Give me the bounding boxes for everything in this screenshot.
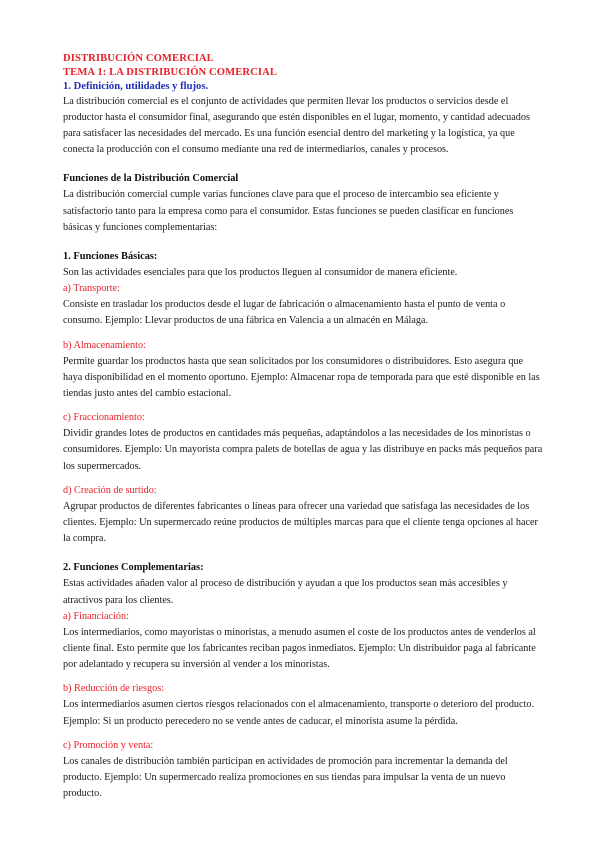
- document-title: DISTRIBUCIÓN COMERCIAL: [63, 53, 214, 64]
- complementary-functions-heading: 2. Funciones Complementarias:: [63, 562, 204, 574]
- item-label-fraccionamiento: c) Fraccionamiento:: [63, 412, 145, 424]
- item-label-surtido: d) Creación de surtido:: [63, 484, 157, 496]
- item-label-riesgos: b) Reducción de riesgos:: [63, 683, 164, 695]
- section-heading-definition: 1. Definición, utilidades y flujos.: [63, 81, 209, 92]
- item-label-financiacion: a) Financiación:: [63, 610, 129, 622]
- item-text-surtido: Agrupar productos de diferentes fabricantes o líneas para ofrecer una variedad que satisfaga las necesidades de los clientes. Ejemplo: Un supermercado reúne productos de múltiples marcas para que el cliente tenga opciones al hacer la compra.: [63, 500, 538, 545]
- complementary-functions-intro: Estas actividades añaden valor al proceso de distribución y ayudan a que los productos sean más accesibles y atractivos para los clientes.: [63, 578, 508, 606]
- functions-paragraph: La distribución comercial cumple varias funciones clave para que el proceso de intercambio sea eficiente y satisfactorio tanto para la empresa como para el consumidor. Estas funciones se pueden clasificar en funciones básicas y funciones complementarias:: [63, 189, 514, 233]
- definition-paragraph: La distribución comercial es el conjunto de actividades que permiten llevar los productos o servicios desde el productor hasta el consumidor final, asegurando que estén disponibles en el lugar, momento, y cantidad adecuados para satisfacer las necesidades del mercado. Es una función esencial dentro del marketing y la logística, ya que conecta la producción con el consumo mediante una red de intermediarios, canales y procesos.: [63, 95, 530, 156]
- basic-functions-intro: Son las actividades esenciales para que los productos lleguen al consumidor de manera eficiente.: [63, 266, 458, 278]
- item-label-almacenamiento: b) Almacenamiento:: [63, 339, 146, 351]
- item-label-promocion: c) Promoción y venta:: [63, 739, 154, 751]
- item-text-transporte: Consiste en trasladar los productos desde el lugar de fabricación o almacenamiento hasta el punto de venta o consumo. Ejemplo: Llevar productos de una fábrica en Valencia a un almacén en Málaga.: [63, 299, 506, 327]
- item-text-fraccionamiento: Dividir grandes lotes de productos en cantidades más pequeñas, adaptándolos a las necesidades de los minoristas o consumidores. Ejemplo: Un mayorista compra palets de botellas de agua y las distribuye en packs más pequeños para los supermercados.: [63, 428, 543, 472]
- item-text-riesgos: Los intermediarios asumen ciertos riesgos relacionados con el almacenamiento, transporte o deterioro del producto. Ejemplo: Si un producto perecedero no se vende antes de caducar, el minorista asume la pérdida.: [63, 699, 535, 727]
- unit-title: TEMA 1: LA DISTRIBUCIÓN COMERCIAL: [63, 66, 278, 78]
- item-label-transporte: a) Transporte:: [63, 283, 120, 295]
- functions-heading: Funciones de la Distribución Comercial: [63, 173, 239, 185]
- item-text-promocion: Los canales de distribución también participan en actividades de promoción para incrementar la demanda del producto. Ejemplo: Un supermercado realiza promociones en sus tiendas para impulsar la venta de un nuevo producto.: [63, 755, 508, 800]
- basic-functions-heading: 1. Funciones Básicas:: [63, 250, 158, 262]
- item-text-financiacion: Los intermediarios, como mayoristas o minoristas, a menudo asumen el coste de los productos antes de venderlos al cliente final. Esto permite que los fabricantes reciban pagos inmediatos. Ejemplo: Un distribuidor paga al fabricante por adelantado y recupera su inversión al vender a los minoristas.: [63, 626, 536, 671]
- item-text-almacenamiento: Permite guardar los productos hasta que sean solicitados por los consumidores o distribuidores. Esto asegura que haya disponibilidad en el momento oportuno. Ejemplo: Almacenar ropa de temporada para que esté disponible en las tiendas justo antes del cambio estacional.: [63, 355, 540, 399]
